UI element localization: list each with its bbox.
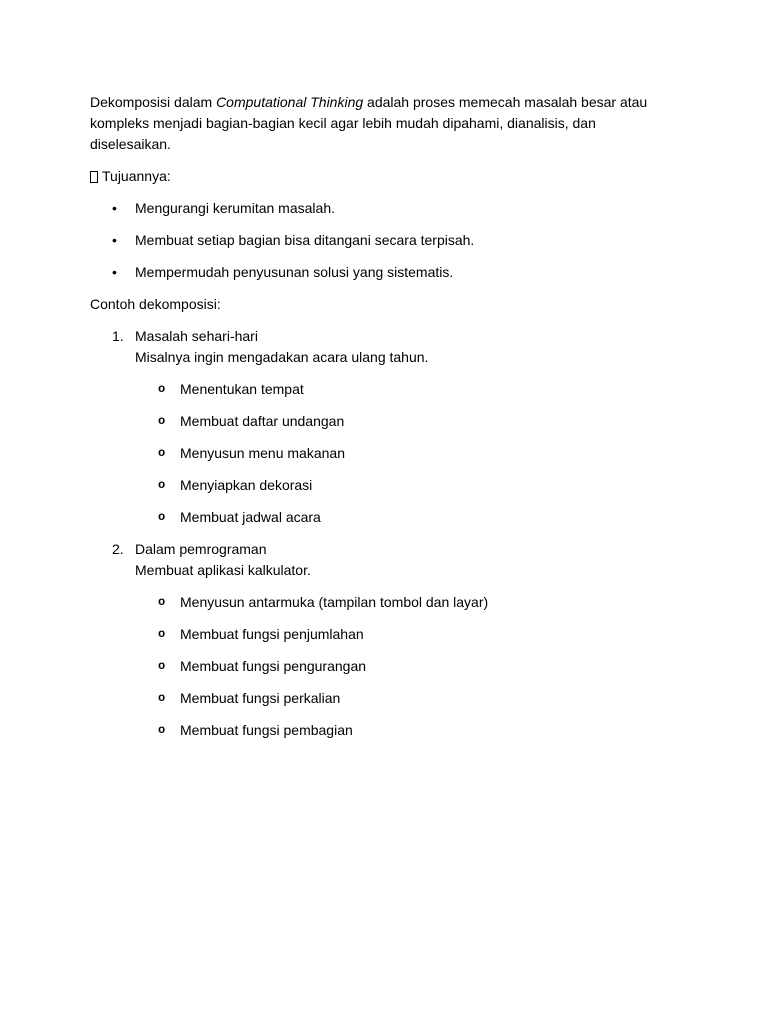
goal-text: Membuat setiap bagian bisa ditangani secara terpisah. — [135, 232, 475, 248]
list-item — [135, 656, 680, 677]
list-item — [90, 262, 680, 283]
step-text: Menyusun antarmuka (tampilan tombol dan layar) — [180, 594, 489, 610]
step-text: Membuat fungsi pembagian — [180, 722, 353, 738]
example-number: 1. — [112, 328, 124, 344]
examples-list — [90, 326, 680, 741]
example-description: Misalnya ingin mengadakan acara ulang tahun. — [135, 349, 429, 365]
list-item — [135, 443, 680, 464]
step-text: Menentukan tempat — [180, 381, 304, 397]
sub-bullet-icon: o — [158, 382, 166, 396]
step-text: Membuat fungsi penjumlahan — [180, 626, 364, 642]
sub-bullet-icon: o — [158, 446, 166, 460]
goal-text: Mempermudah penyusunan solusi yang sistematis. — [135, 264, 454, 280]
intro-paragraph — [90, 92, 680, 155]
example-steps — [135, 379, 680, 528]
list-item — [135, 592, 680, 613]
goal-text: Mengurangi kerumitan masalah. — [135, 200, 335, 216]
step-text: Membuat daftar undangan — [180, 413, 345, 429]
sub-bullet-icon: o — [158, 414, 166, 428]
example-number: 2. — [112, 541, 124, 557]
goals-heading-text: Tujuannya: — [102, 168, 171, 184]
list-item — [135, 411, 680, 432]
intro-text-after: adalah proses memecah masalah besar atau kompleks menjadi bagian-bagian kecil agar lebih mudah dipahami, dianalisis, dan diselesaikan. — [90, 94, 648, 152]
step-text: Menyiapkan dekorasi — [180, 477, 313, 493]
list-item — [135, 379, 680, 400]
list-item — [135, 688, 680, 709]
list-item — [90, 198, 680, 219]
sub-bullet-icon: o — [158, 595, 166, 609]
example-title: Masalah sehari-hari — [135, 328, 258, 344]
bullet-icon: • — [112, 264, 117, 280]
examples-heading: Contoh dekomposisi: — [90, 296, 221, 312]
goals-list — [90, 198, 680, 283]
example-item — [90, 326, 680, 528]
goals-heading — [90, 166, 680, 187]
example-steps — [135, 592, 680, 741]
missing-glyph-icon — [90, 171, 98, 183]
intro-text-before: Dekomposisi dalam — [90, 94, 217, 110]
bullet-icon: • — [112, 200, 117, 216]
step-text: Membuat fungsi pengurangan — [180, 658, 367, 674]
step-text: Membuat fungsi perkalian — [180, 690, 341, 706]
bullet-icon: • — [112, 232, 117, 248]
sub-bullet-icon: o — [158, 659, 166, 673]
list-item — [135, 507, 680, 528]
sub-bullet-icon: o — [158, 627, 166, 641]
step-text: Membuat jadwal acara — [180, 509, 321, 525]
sub-bullet-icon: o — [158, 691, 166, 705]
example-item — [90, 539, 680, 741]
sub-bullet-icon: o — [158, 478, 166, 492]
example-title: Dalam pemrograman — [135, 541, 267, 557]
list-item — [135, 475, 680, 496]
list-item — [90, 230, 680, 251]
sub-bullet-icon: o — [158, 510, 166, 524]
list-item — [135, 720, 680, 741]
step-text: Menyusun menu makanan — [180, 445, 345, 461]
list-item — [135, 624, 680, 645]
document-body — [90, 92, 680, 752]
sub-bullet-icon: o — [158, 723, 166, 737]
intro-emphasis: Computational Thinking — [216, 94, 364, 110]
example-description: Membuat aplikasi kalkulator. — [135, 562, 311, 578]
